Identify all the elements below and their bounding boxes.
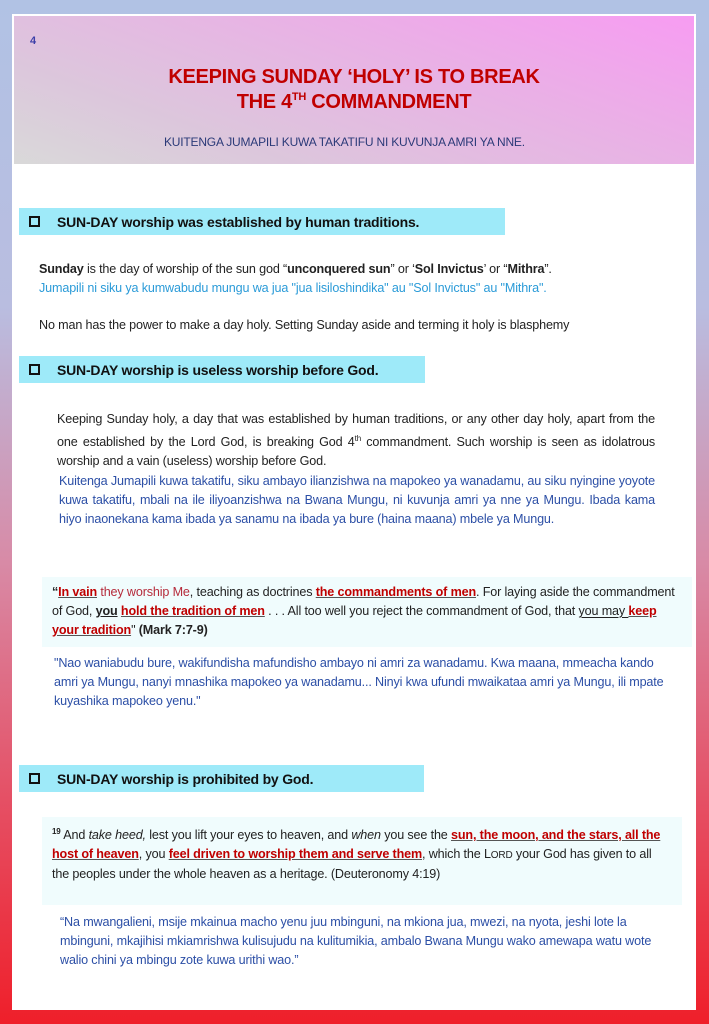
text: . . . All too well you reject the commandment of God, that [264,604,579,618]
section-heading-text: SUN-DAY worship was established by human traditions. [57,213,420,230]
section-heading-3 [19,765,424,792]
section-heading-1 [19,208,505,235]
text: , teaching as doctrines [189,585,316,599]
emphasis-feel-driven: feel driven to worship them and serve them [168,847,423,862]
page-subtitle: KUITENGA JUMAPILI KUWA TAKATIFU NI KUVUNJA AMRI YA NNE. [164,135,525,149]
deuteronomy-verse [52,822,662,884]
text: they worship Me [97,585,190,599]
page-number: 4 [30,35,37,47]
section-heading-2 [19,356,425,383]
text: . For laying aside the commandment of God, [52,585,675,618]
emphasis-sun-moon-stars: sun, the moon, and the stars, all the host of heaven [52,828,661,862]
text: Keeping Sunday holy, a day that was established by human traditions, or any other day holy, apart from the one established by the Lord God, is breaking God 4 [57,412,655,450]
text: " [131,623,139,637]
mark-quote [52,583,680,640]
section-heading-text: SUN-DAY worship is prohibited by God. [57,770,314,787]
document-page [12,14,696,1010]
underline-you-may: you may [578,604,629,618]
bold-text: unconquered sun [287,262,391,276]
section-heading-text: SUN-DAY worship is useless worship before God. [57,361,379,378]
text: And [60,828,89,843]
useless-worship-paragraph [57,410,655,471]
text: “ [52,585,59,599]
verse-number: 19 [52,827,61,836]
text: you see the [380,828,452,843]
italic-text: when [351,828,381,843]
sunday-definition-swahili: Jumapili ni siku ya kumwabudu mungu wa jua "jua lisiloshindika" au "Sol Invictus" au "Mithra". [39,281,547,295]
emphasis-hold-tradition: hold the tradition of men [120,604,265,618]
text: is the day of worship of the sun god “ [83,262,288,276]
blasphemy-statement: No man has the power to make a day holy. Setting Sunday aside and terming it holy is blasphemy [39,318,570,332]
bold-text: Mithra [507,262,545,276]
text: commandment. Such worship is seen as idolatrous worship and a vain (useless) worship before God. [57,435,656,469]
emphasis-you: you [95,604,118,618]
text: ’ or “ [483,262,508,276]
deuteronomy-quote-box [42,817,682,905]
emphasis-in-vain: In vain [58,585,97,599]
text: your God has given to all the peoples under the whole heaven as a heritage. [52,847,652,882]
mark-quote-box [42,577,692,647]
emphasis-keep-tradition: keep your tradition [52,604,657,637]
text: ” or ‘ [390,262,415,276]
title-superscript: TH [291,91,306,103]
title-text: THE 4 [236,91,292,113]
text: , you [138,847,169,862]
page-title [14,65,694,115]
checkbox-bullet-icon [29,216,40,227]
page-header [14,16,694,164]
superscript: th [354,434,361,443]
mark-quote-swahili: "Nao waniabudu bure, wakifundisha mafundisho ambayo ni amri za wanadamu. Kwa maana, mmeacha kando amri ya Mungu, nanyi mnashika mapokeo ya wanadamu... Ninyi kwa ufundi mwaikataa amri ya Mungu, ili mpate kuyashika mapokeo yenu." [54,656,664,708]
scripture-reference: (Deuteronomy 4:19) [330,867,441,882]
scripture-reference: (Mark 7:7-9) [138,623,208,637]
checkbox-bullet-icon [29,364,40,375]
text: ”. [544,262,552,276]
deuteronomy-verse-swahili: “Na mwangalieni, msije mkainua macho yenu juu mbinguni, na mkiona jua, mwezi, na nyota, jeshi lote la mbinguni, mkajihisi mkiamrishwa kulisujudu na kulitumikia, ambalo Bwana Mungu wako amewapa watu wote walio chini ya mbingu zote kuwa urithi wao.” [60,915,652,967]
checkbox-bullet-icon [29,773,40,784]
title-text: COMMANDMENT [305,91,472,113]
text: lest you lift your eyes to heaven, and [145,828,352,843]
bold-text: Sol Invictus [414,262,484,276]
italic-text: take heed, [88,828,146,843]
emphasis-commandments-of-men: the commandments of men [315,585,477,599]
text: L [483,847,491,862]
small-caps-text: ORD [490,850,513,862]
title-line-1: KEEPING SUNDAY ‘HOLY’ IS TO BREAK [168,66,540,88]
useless-worship-paragraph-swahili: Kuitenga Jumapili kuwa takatifu, siku ambayo ilianzishwa na mapokeo ya wanadamu, au siku nyingine yoyote kuwa takatifu, mbali na ile iliyoanzishwa na Bwana Mungu, ni kuvunja amri ya nne ya Mungu. Ibada kama hiyo inaonekana kama ibada ya sanamu na ibada ya bure (haina maana) mbele ya Mungu. [59,474,655,526]
sunday-definition [39,260,679,279]
title-line-2 [14,90,694,115]
bold-text: Sunday [39,262,84,276]
text: , which the [422,847,484,862]
